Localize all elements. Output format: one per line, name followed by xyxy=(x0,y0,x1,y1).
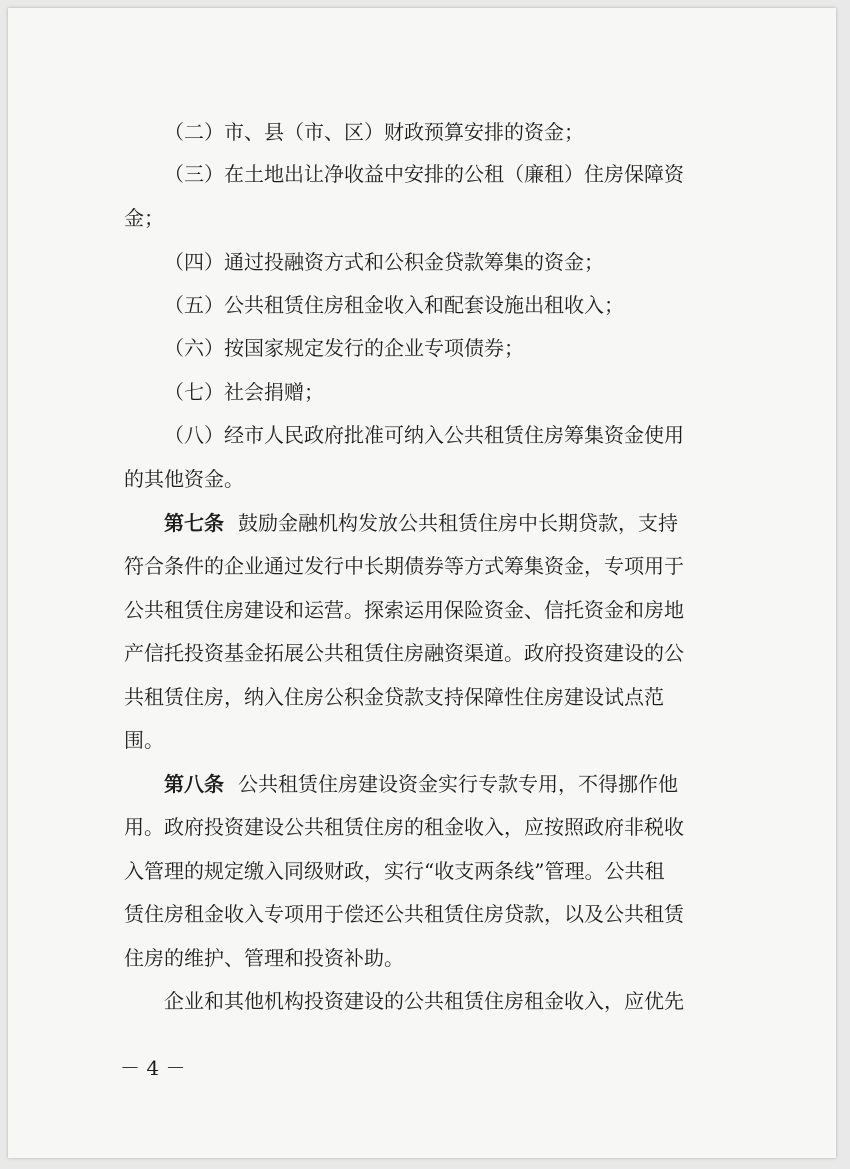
text-line: 用。政府投资建设公共租赁住房的租金收入，应按照政府非税收 xyxy=(124,815,684,839)
text-line: 共租赁住房，纳入住房公积金贷款支持保障性住房建设试点范 xyxy=(124,685,664,709)
text-line: （八）经市人民政府批准可纳入公共租赁住房筹集资金使用 xyxy=(164,423,684,447)
text-line: 赁住房租金收入专项用于偿还公共租赁住房贷款，以及公共租赁 xyxy=(124,902,684,926)
text-line: 企业和其他机构投资建设的公共租赁住房租金收入，应优先 xyxy=(164,989,684,1013)
text-line: 产信托投资基金拓展公共租赁住房融资渠道。政府投资建设的公 xyxy=(124,641,684,665)
text-line: 围。 xyxy=(124,728,164,752)
text-line: 的其他资金。 xyxy=(124,467,244,491)
text-line: 公共租赁住房建设资金实行专款专用，不得挪作他 xyxy=(238,772,678,796)
text-line: （二）市、县（市、区）财政预算安排的资金； xyxy=(164,120,584,144)
text-line: （七）社会捐赠； xyxy=(164,380,324,404)
article-8-heading: 第八条 xyxy=(164,772,224,796)
text-line: 公共租赁住房建设和运营。探索运用保险资金、信托资金和房地 xyxy=(124,598,684,622)
text-line: （六）按国家规定发行的企业专项债券； xyxy=(164,336,524,360)
article-8-first-line xyxy=(164,770,678,798)
document-page xyxy=(8,8,836,1158)
page-number: － 4 － xyxy=(120,1056,186,1080)
text-line: 鼓励金融机构发放公共租赁住房中长期贷款，支持 xyxy=(238,511,678,535)
text-line: （五）公共租赁住房租金收入和配套设施出租收入； xyxy=(164,293,624,317)
text-line: 金； xyxy=(124,206,164,230)
article-7-first-line xyxy=(164,509,678,537)
text-line: 入管理的规定缴入同级财政，实行“收支两条线”管理。公共租 xyxy=(124,859,665,883)
text-line: 住房的维护、管理和投资补助。 xyxy=(124,946,404,970)
text-line: 符合条件的企业通过发行中长期债券等方式筹集资金，专项用于 xyxy=(124,554,684,578)
text-line: （四）通过投融资方式和公积金贷款筹集的资金； xyxy=(164,250,604,274)
article-7-heading: 第七条 xyxy=(164,511,224,535)
text-line: （三）在土地出让净收益中安排的公租（廉租）住房保障资 xyxy=(164,162,684,186)
